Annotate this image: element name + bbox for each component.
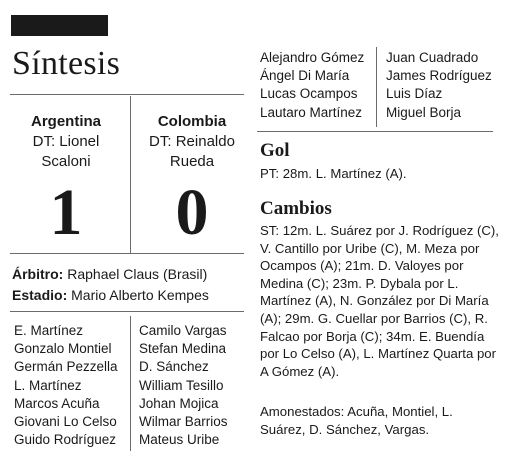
list-item: Luis Díaz	[386, 86, 443, 102]
list-item: Alejandro Gómez	[260, 50, 365, 65]
list-item: Giovani Lo Celso	[14, 413, 117, 429]
page-title: Síntesis	[12, 45, 121, 82]
list-item: Miguel Borja	[386, 104, 462, 120]
list-item: Lautaro Martínez	[260, 104, 363, 120]
list-item: Gonzalo Montiel	[14, 341, 112, 357]
coach-colombia: DT: Reinaldo Rueda	[149, 133, 235, 170]
cautions-text: Acuña, Montiel, L. Suárez, D. Sánchez, Vargas.	[260, 404, 453, 437]
cautions-label: Amonestados:	[260, 404, 345, 419]
list-item: Guido Rodríguez	[14, 432, 117, 448]
divider-teams-vertical	[130, 96, 131, 254]
list-item: Stefan Medina	[139, 341, 227, 357]
list-item: Juan Cuadrado	[386, 50, 479, 65]
team-argentina	[7, 112, 125, 172]
list-item: Camilo Vargas	[139, 323, 227, 338]
lineup-colombia-part1	[139, 322, 228, 449]
divider-under-lineups-right	[257, 131, 493, 132]
divider-under-score	[10, 253, 244, 254]
changes-title: Cambios	[260, 198, 332, 219]
goal-title: Gol	[260, 140, 290, 161]
list-item: E. Martínez	[14, 323, 84, 338]
score-colombia: 0	[175, 176, 209, 249]
list-item: Ángel Di María	[260, 68, 350, 84]
referee-name: Raphael Claus (Brasil)	[67, 266, 208, 282]
lineup-colombia-part2	[386, 49, 492, 122]
list-item: William Tesillo	[139, 377, 224, 393]
score-argentina: 1	[49, 176, 83, 249]
divider-under-title	[10, 94, 244, 95]
list-item: Germán Pezzella	[14, 359, 118, 375]
list-item: D. Sánchez	[139, 359, 209, 375]
lineup-argentina-part2	[260, 49, 364, 122]
stadium-line	[12, 285, 209, 306]
divider-lineups-vertical-left	[130, 316, 131, 451]
cautions	[260, 403, 490, 438]
divider-lineups-vertical-right	[376, 47, 377, 127]
list-item: James Rodríguez	[386, 68, 492, 84]
stadium-label: Estadio:	[12, 287, 68, 303]
list-item: L. Martínez	[14, 377, 82, 393]
list-item: Lucas Ocampos	[260, 86, 358, 102]
team-colombia	[133, 112, 251, 172]
referee-line	[12, 264, 207, 285]
list-item: Marcos Acuña	[14, 395, 100, 411]
goal-text: PT: 28m. L. Martínez (A).	[260, 166, 407, 181]
referee-label: Árbitro:	[12, 266, 64, 282]
stadium-name: Mario Alberto Kempes	[71, 287, 209, 303]
list-item: Wilmar Barrios	[139, 413, 228, 429]
changes-text: ST: 12m. L. Suárez por J. Rodríguez (C), V. Cantillo por Uribe (C), M. Meza por Ocampos (A); 21m. D. Valoyes por Medina (C); 23m. P. Dybala por L. Martínez (A), N. González por Di María (A); 29m. G. Cuellar por Barrios (C), R. Falcao por Borja (C); 34m. E. Buendía por Lo Celso (A), L. Martínez Quarta por A Gómez (A).	[260, 223, 499, 379]
list-item: Mateus Uribe	[139, 432, 220, 448]
list-item: Johan Mojica	[139, 395, 219, 411]
coach-argentina: DT: Lionel Scaloni	[32, 133, 100, 170]
lineup-argentina-part1	[14, 322, 118, 449]
team-name-argentina: Argentina	[30, 113, 101, 130]
header-black-bar	[11, 15, 108, 36]
team-name-colombia: Colombia	[157, 113, 227, 130]
divider-under-info	[10, 311, 244, 312]
